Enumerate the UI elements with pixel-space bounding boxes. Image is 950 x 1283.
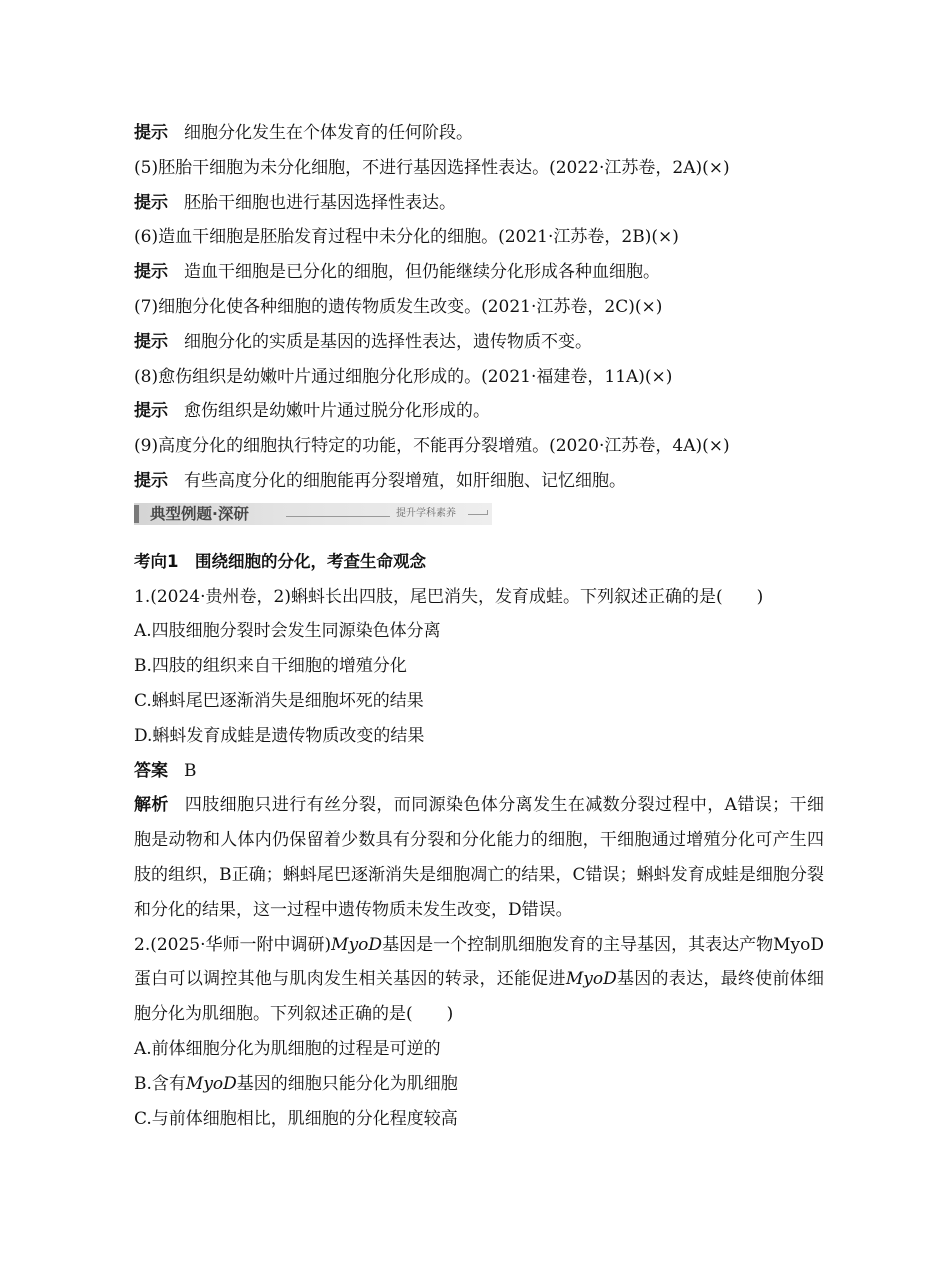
tip-label: 提示 xyxy=(134,192,168,213)
tip-label: 提示 xyxy=(134,123,168,143)
option-b-pre: B.含有 xyxy=(134,1073,186,1094)
tip-label: 提示 xyxy=(134,331,168,352)
tip-text: 胚胎干细胞也进行基因选择性表达。 xyxy=(184,192,456,213)
tip-label: 提示 xyxy=(134,470,168,491)
spacer xyxy=(134,525,824,545)
section-banner xyxy=(134,503,492,525)
judgement-item: (5)胚胎干细胞为未分化细胞，不进行基因选择性表达。(2022·江苏卷，2A)(×) xyxy=(134,157,730,178)
analysis-label: 解析 xyxy=(134,795,169,816)
tip-label: 提示 xyxy=(134,262,168,283)
question-2-stem-part1: 基因是一个控制肌细胞发育的主导基因，其表达产物MyoD蛋白可以调控其他与肌肉发生相关基因的转录，还能促进 xyxy=(134,934,824,990)
question-1-option-b: B.四肢的组织来自干细胞的增殖分化 xyxy=(134,656,407,677)
question-1-stem: 1.(2024·贵州卷，2)蝌蚪长出四肢，尾巴消失，发育成蛙。下列叙述正确的是( ) xyxy=(134,586,764,607)
tip-text: 有些高度分化的细胞能再分裂增殖，如肝细胞、记忆细胞。 xyxy=(184,470,626,491)
answer-label: 答案 xyxy=(134,760,168,781)
judgement-item: (7)细胞分化使各种细胞的遗传物质发生改变。(2021·江苏卷，2C)(×) xyxy=(134,296,663,317)
question-2-option-c: C.与前体细胞相比，肌细胞的分化程度较高 xyxy=(134,1108,458,1129)
question-1-option-a: A.四肢细胞分裂时会发生同源染色体分离 xyxy=(134,621,441,642)
question-1-option-d: D.蝌蚪发育成蛙是遗传物质改变的结果 xyxy=(134,725,425,746)
tip-line xyxy=(134,255,824,290)
banner-title: 典型例题·深研 xyxy=(150,504,249,523)
tip-line xyxy=(134,116,824,151)
question-1-analysis xyxy=(134,788,824,927)
judgement-item: (6)造血干细胞是胚胎发育过程中未分化的细胞。(2021·江苏卷，2B)(×) xyxy=(134,227,679,248)
gene-name: MyoD xyxy=(185,1073,237,1094)
tip-label: 提示 xyxy=(134,401,168,422)
analysis-text: 四肢细胞只进行有丝分裂，而同源染色体分离发生在减数分裂过程中，A错误；干细胞是动物和人体内仍保留着少数具有分裂和分化能力的细胞，干细胞通过增殖分化可产生四肢的组织，B正确；蝌蚪尾巴逐渐消失是细胞凋亡的结果，C错误；蝌蚪发育成蛙是细胞分裂和分化的结果，这一过程中遗传物质未发生改变，D错误。 xyxy=(134,795,824,920)
banner-tail-line xyxy=(468,514,488,515)
question-2-source: 2.(2025·华师一附中调研) xyxy=(134,934,332,955)
banner-subtitle: 提升学科素养 xyxy=(396,507,456,519)
tip-line xyxy=(134,394,824,429)
question-1-answer xyxy=(134,754,824,789)
tip-line xyxy=(134,186,824,221)
gene-name: MyoD xyxy=(331,934,383,955)
gene-name: MyoD xyxy=(565,969,617,990)
option-b-post: 基因的细胞只能分化为肌细胞 xyxy=(236,1073,458,1094)
section-title: 考向1 围绕细胞的分化，考查生命观念 xyxy=(134,551,426,571)
judgement-item: (9)高度分化的细胞执行特定的功能，不能再分裂增殖。(2020·江苏卷，4A)(×) xyxy=(134,436,730,457)
question-2-stem xyxy=(134,928,824,1032)
banner-divider xyxy=(286,516,390,517)
tip-line xyxy=(134,464,824,499)
question-2-option-a: A.前体细胞分化为肌细胞的过程是可逆的 xyxy=(134,1038,441,1059)
tip-line xyxy=(134,325,824,360)
tip-text: 细胞分化的实质是基因的选择性表达，遗传物质不变。 xyxy=(184,331,592,352)
question-2-option-b xyxy=(134,1067,824,1102)
answer-value: B xyxy=(184,760,197,781)
banner-accent-bar xyxy=(134,505,139,523)
tip-text: 愈伤组织是幼嫩叶片通过脱分化形成的。 xyxy=(184,401,490,422)
review-list xyxy=(134,116,824,499)
tip-text: 造血干细胞是已分化的细胞，但仍能继续分化形成各种血细胞。 xyxy=(184,262,660,283)
judgement-item: (8)愈伤组织是幼嫩叶片通过细胞分化形成的。(2021·福建卷，11A)(×) xyxy=(134,366,673,387)
document-page xyxy=(134,116,824,1136)
question-2-stem-part2: 基因的表达，最终使前体细胞分化为肌细胞。下列叙述正确的是( ) xyxy=(134,969,825,1025)
tip-text: 细胞分化发生在个体发育的任何阶段。 xyxy=(184,123,473,143)
question-1-option-c: C.蝌蚪尾巴逐渐消失是细胞坏死的结果 xyxy=(134,690,424,711)
